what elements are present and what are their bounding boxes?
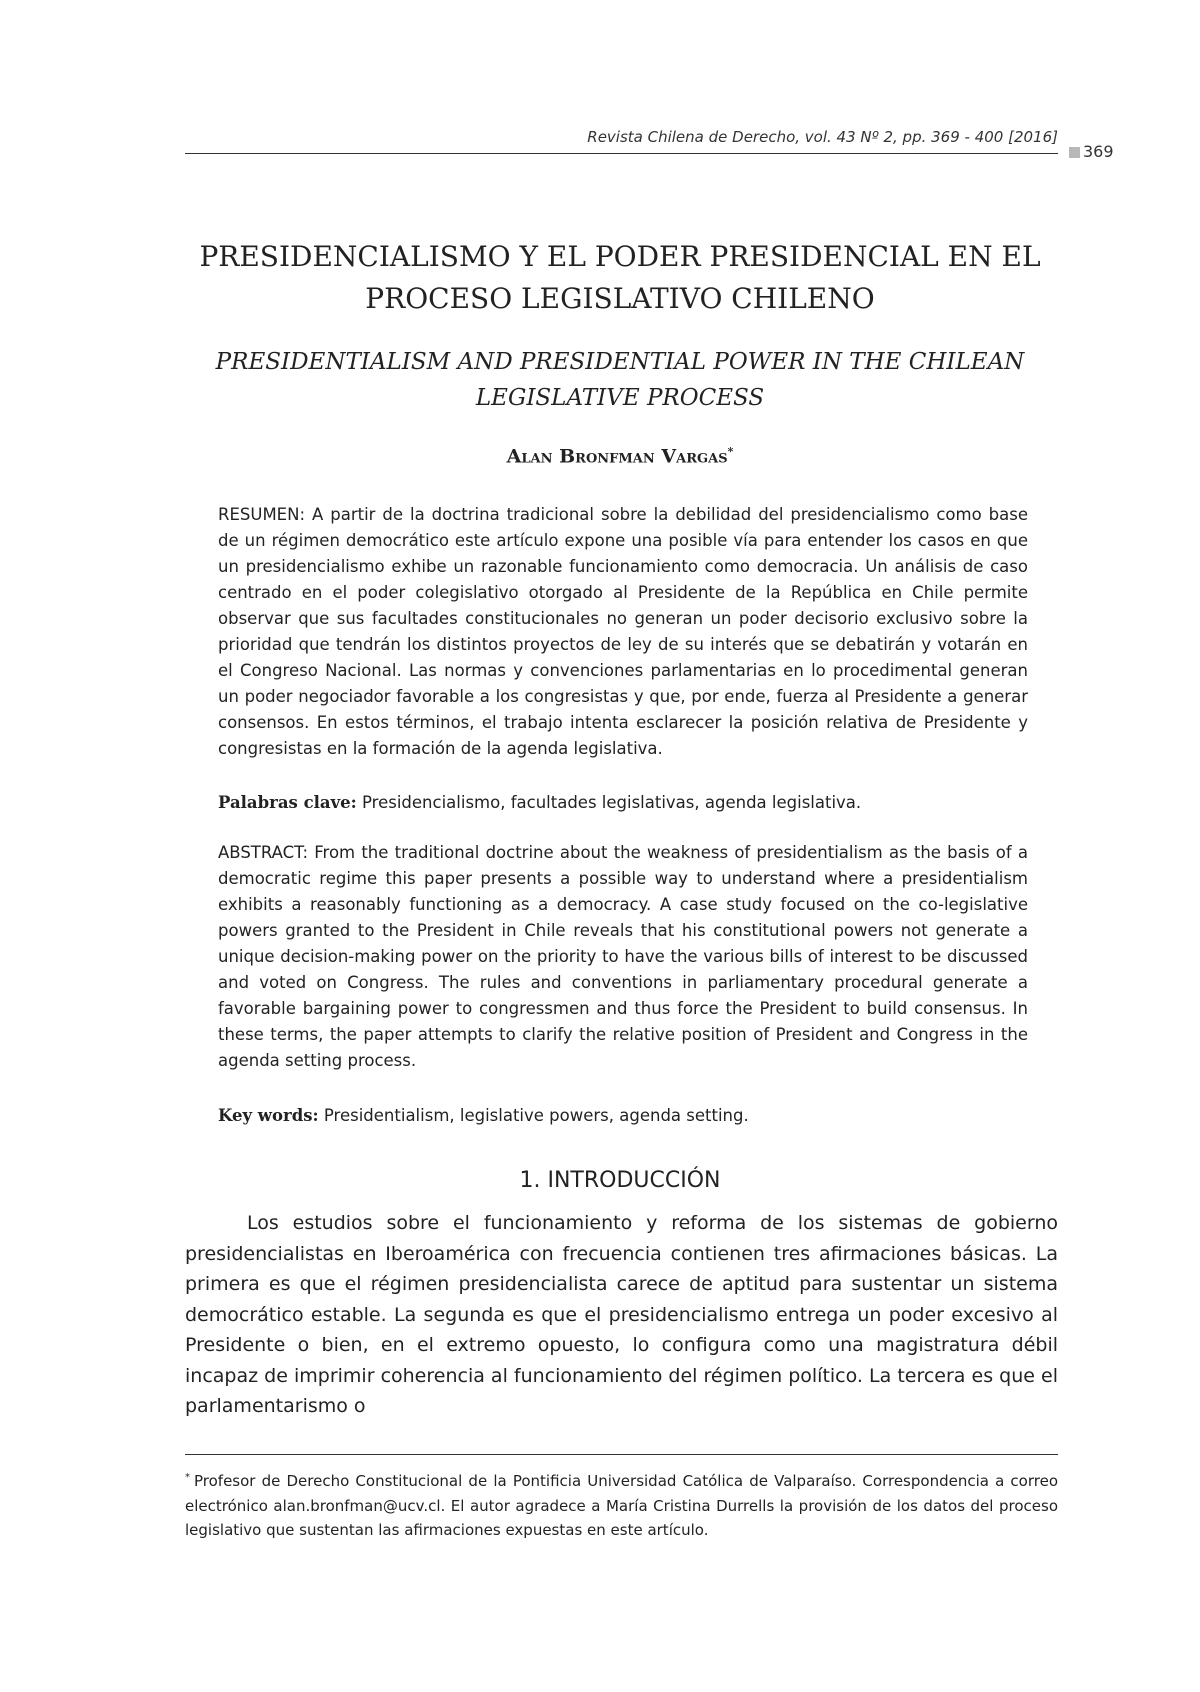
- article-subtitle: PRESIDENTIALISM AND PRESIDENTIAL POWER IN THE CHILEAN LEGISLATIVE PROCESS: [215, 349, 1025, 411]
- palabras-clave: [218, 790, 1028, 816]
- author-footnote-mark: *: [727, 445, 734, 458]
- journal-details: , vol. 43 Nº 2, pp. 369 - 400 [2016]: [795, 128, 1058, 146]
- footnote: [185, 1466, 1058, 1543]
- footnote-text: Profesor de Derecho Constitucional de la Pontificia Universidad Católica de Valparaíso. Correspondencia a correo electrónico alan.bronfman@ucv.cl. El autor agradece a María Cristina Durrells la provisión de los datos del proceso legislativo que sustentan las afirmaciones expuestas en este artículo.: [185, 1472, 1058, 1539]
- footnote-mark: *: [185, 1472, 190, 1483]
- author-name: [160, 445, 1080, 467]
- section-heading: 1. INTRODUCCIÓN: [519, 1168, 721, 1193]
- header-rule: [185, 153, 1058, 154]
- abstract-text: From the traditional doctrine about the weakness of presidentialism as the basis of a democratic regime this paper presents a possible way to understand where a presidentialism exhibits a reasonably functioning as a democracy. A case study focused on the co-legislative powers granted to the President in Chile reveals that his constitutional powers not generate a unique decision-making power on the priority to have the various bills of interest to be discussed and voted on Congress. The rules and conventions in parliamentary procedural generate a favorable bargaining power to congressmen and thus force the President to build consensus. In these terms, the paper attempts to clarify the relative position of President and Congress in the agenda setting process.: [218, 843, 1028, 1070]
- resumen-label: RESUMEN:: [218, 505, 306, 524]
- abstract-paragraph: [218, 840, 1028, 1074]
- footnote-rule: [185, 1454, 1058, 1455]
- running-head: [185, 128, 1058, 152]
- palabras-clave-label: Palabras clave:: [218, 793, 357, 812]
- abstract-label: ABSTRACT:: [218, 843, 309, 862]
- article-title: PRESIDENCIALISMO Y EL PODER PRESIDENCIAL EN EL PROCESO LEGISLATIVO CHILENO: [199, 240, 1041, 315]
- key-words: [218, 1103, 1028, 1129]
- palabras-clave-text: Presidencialismo, facultades legislativas, agenda legislativa.: [362, 793, 862, 812]
- author-text: Alan Bronfman Vargas: [506, 445, 728, 468]
- page-number-marker: [1069, 147, 1080, 158]
- resumen-paragraph: [218, 502, 1028, 762]
- resumen-text: A partir de la doctrina tradicional sobre la debilidad del presidencialismo como base de un régimen democrático este artículo expone una posible vía para entender los casos en que un presidencialismo exhibe un razonable funcionamiento como democracia. Un análisis de caso centrado en el poder colegislativo otorgado al Presidente de la República en Chile permite observar que sus facultades constitucionales no generan un poder decisorio exclusivo sobre la prioridad que tendrán los distintos proyectos de ley de su interés que se debatirán y votarán en el Congreso Nacional. Las normas y convenciones parlamentarias en lo procedimental generan un poder negociador favorable a los congresistas y que, por ende, fuerza al Presidente a generar consensos. En estos términos, el trabajo intenta esclarecer la posición relativa de Presidente y congresistas en la formación de la agenda legislativa.: [218, 505, 1028, 758]
- journal-name: Revista Chilena de Derecho: [587, 128, 796, 146]
- page-number: 369: [1083, 142, 1114, 161]
- intro-paragraph: Los estudios sobre el funcionamiento y reforma de los sistemas de gobierno presidencialistas en Iberoamérica con frecuencia contienen tres afirmaciones básicas. La primera es que el régimen presidencialista carece de aptitud para sustentar un sistema democrático estable. La segunda es que el presidencialismo entrega un poder excesivo al Presidente o bien, en el extremo opuesto, lo configura como una magistratura débil incapaz de imprimir coherencia al funcionamiento del régimen político. La tercera es que el parlamentarismo o: [185, 1212, 1058, 1417]
- key-words-text: Presidentialism, legislative powers, agenda setting.: [323, 1106, 749, 1125]
- key-words-label: Key words:: [218, 1106, 319, 1125]
